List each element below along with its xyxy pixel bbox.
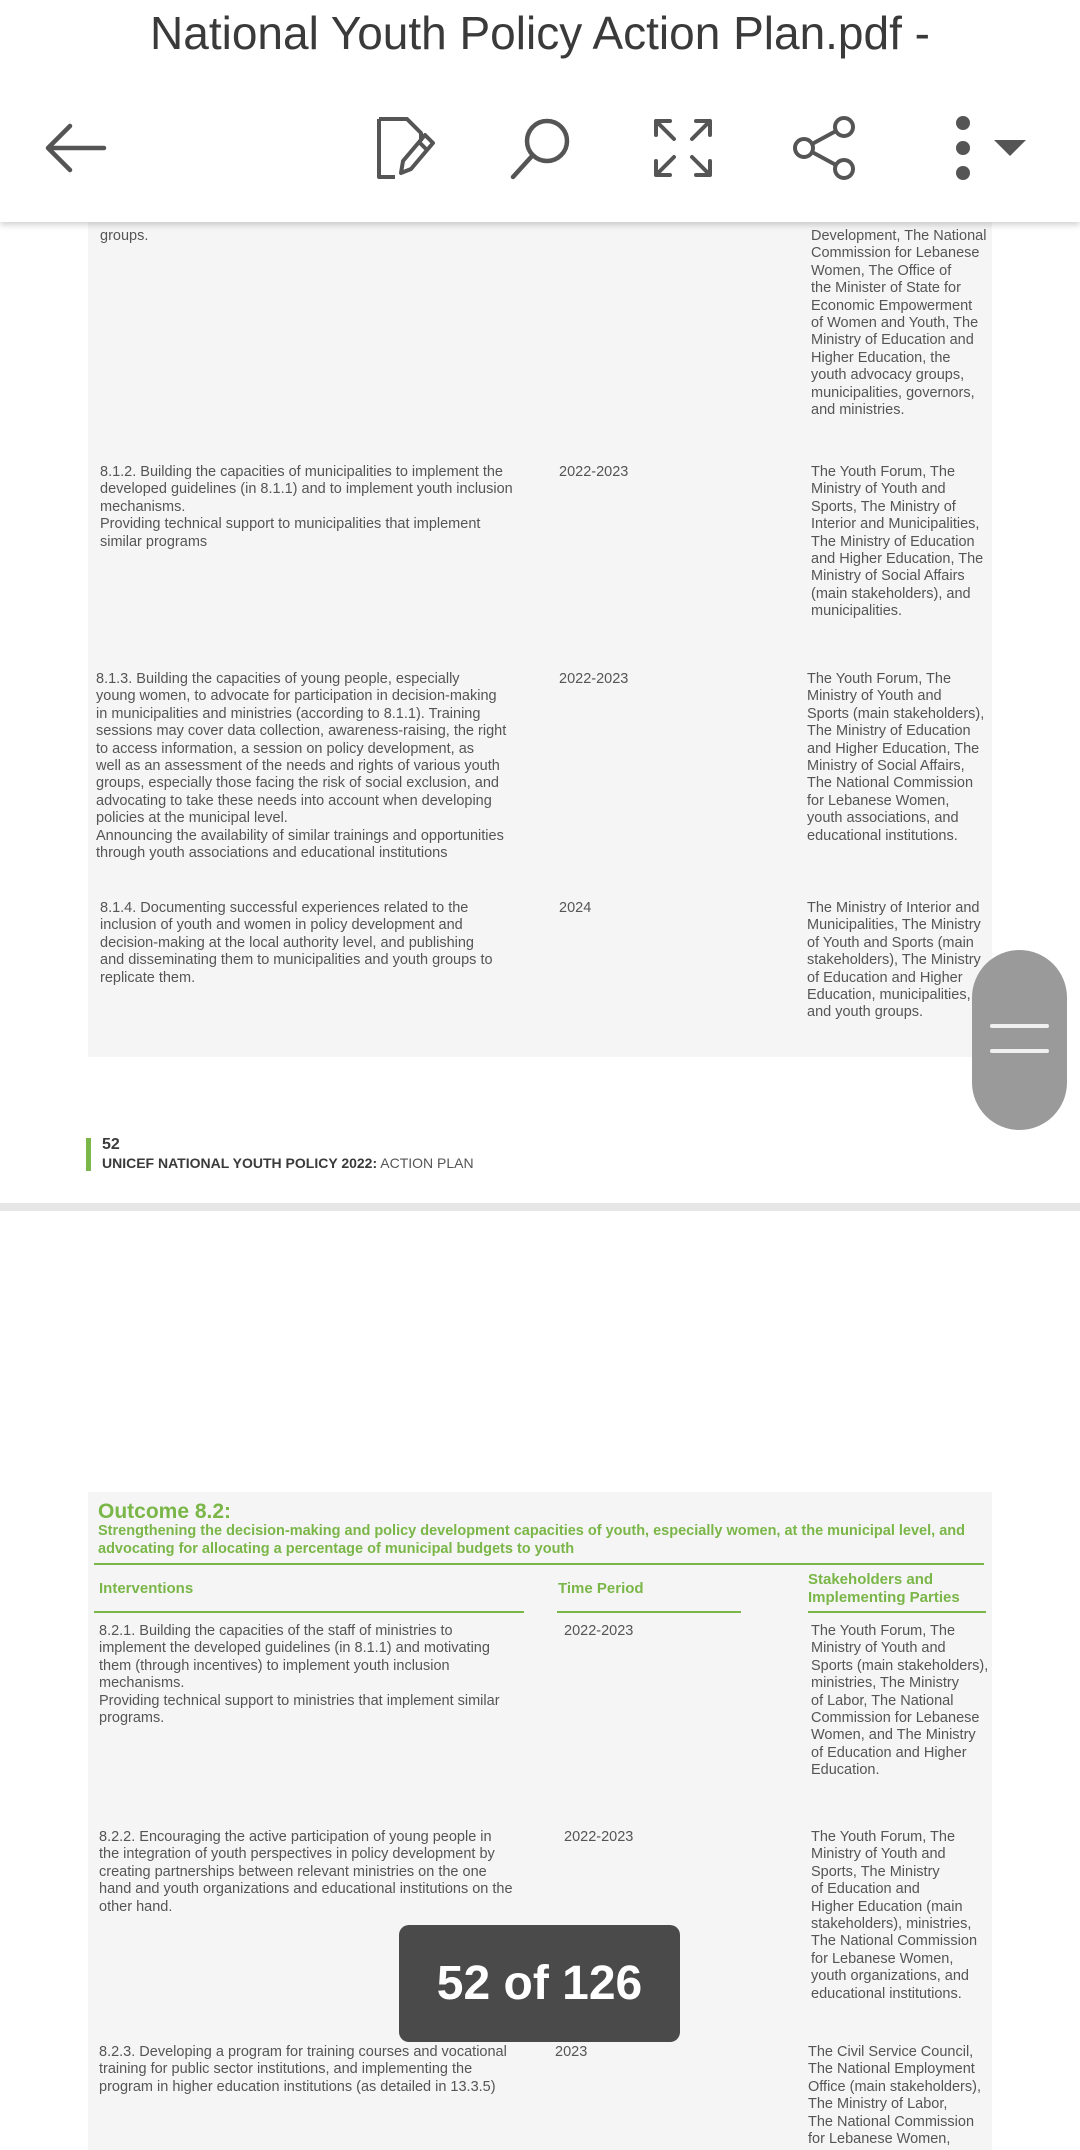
edit-button[interactable] <box>362 108 442 188</box>
intervention-cell: 8.1.4. Documenting successful experiences related to the inclusion of youth and women in policy development and decision-making at the local authority level, and publishing and disseminating them to municipalities and youth groups to replicate them. <box>100 900 493 986</box>
outcome-divider <box>94 1563 984 1565</box>
column-header-underline <box>557 1611 741 1613</box>
column-header-underline <box>94 1611 524 1613</box>
stakeholders-cell: Development, The National Commission for Lebanese Women, The Office of the Minister of State for Economic Empowerment of Women and Youth, The Ministry of Education and Higher Education, the youth advocacy groups, municipalities, governors, and ministries. <box>811 228 987 419</box>
outcome-title: Outcome 8.2: <box>98 1500 232 1523</box>
share-button[interactable] <box>785 108 865 188</box>
time-period-cell: 2024 <box>559 900 592 916</box>
scroll-grip-line <box>990 1024 1049 1028</box>
time-period-cell: 2022-2023 <box>559 671 629 687</box>
dropdown-arrow-icon <box>992 138 1028 158</box>
intervention-cell: groups. <box>100 228 149 244</box>
edit-icon <box>367 113 437 183</box>
intervention-cell: 8.2.1. Building the capacities of the staff of ministries to implement the developed guidelines (in 8.1.1) and motivating them (through incentives) to implement youth inclusion mechanisms. Providing technical support to ministries that implement similar programs. <box>99 1623 500 1727</box>
footer-page-number: 52 <box>102 1136 120 1153</box>
stakeholders-cell: The Youth Forum, The Ministry of Youth and Sports, The Ministry of Education and Higher Education (main stakeholders), ministries, The National Commission for Lebanese Women, youth organizations, and educational institutions. <box>811 1829 978 2002</box>
stakeholders-cell: The Youth Forum, The Ministry of Youth and Sports (main stakeholders), ministries, The Ministry of Labor, The National Commission for Lebanese Women, and The Ministry of Education and Higher Education. <box>811 1623 989 1779</box>
share-icon <box>790 113 860 183</box>
outcome-subtitle: Strengthening the decision-making and policy development capacities of youth, especially women, at the municipal level, and advocating for allocating a percentage of municipal budgets to youth <box>98 1523 965 1557</box>
column-header-time-period: Time Period <box>558 1580 644 1597</box>
intervention-cell: 8.1.2. Building the capacities of municipalities to implement the developed guidelines (in 8.1.1) and to implement youth inclusion mechanisms. Providing technical support to municipalities that implement similar programs <box>100 464 513 550</box>
time-period-cell: 2023 <box>555 2044 588 2060</box>
more-vertical-icon <box>948 113 978 183</box>
back-arrow-icon <box>40 112 112 184</box>
footer-title <box>102 1155 474 1171</box>
page-separator <box>0 1203 1080 1211</box>
top-app-bar <box>0 0 1080 222</box>
fullscreen-icon <box>650 115 716 181</box>
column-header-underline <box>808 1611 986 1613</box>
scroll-grip-line <box>990 1049 1049 1053</box>
document-title: National Youth Policy Action Plan.pdf - <box>150 7 930 59</box>
time-period-cell: 2022-2023 <box>564 1623 634 1639</box>
stakeholders-cell: The Youth Forum, The Ministry of Youth and Sports (main stakeholders), The Ministry of Education and Higher Education, The Ministry of Social Affairs, The National Commission for Lebanese Women, youth associations, and educational institutions. <box>807 671 985 844</box>
footer-accent-bar <box>86 1138 91 1171</box>
time-period-cell: 2022-2023 <box>564 1829 634 1845</box>
footer-title-rest: ACTION PLAN <box>377 1155 474 1171</box>
stakeholders-cell: The Ministry of Interior and Municipalities, The Ministry of Youth and Sports (main stakeholders), The Ministry of Education and Higher Education, municipalities, and youth groups. <box>807 900 981 1021</box>
intervention-cell: 8.2.3. Developing a program for training courses and vocational training for public sector institutions, and implementing the program in higher education institutions (as detailed in 13.3.5) <box>99 2044 507 2095</box>
page-52 <box>88 200 992 1057</box>
fullscreen-button[interactable] <box>643 108 723 188</box>
fast-scroll-handle[interactable] <box>972 950 1067 1130</box>
footer-title-bold: UNICEF NATIONAL YOUTH POLICY 2022: <box>102 1155 378 1171</box>
intervention-cell: 8.1.3. Building the capacities of young people, especially young women, to advocate for participation in decision-making in municipalities and ministries (according to 8.1.1). Training sessions may cover data collection, awareness-raising, the right to access information, a session on policy development, as well as an assessment of the needs and rights of various youth groups, especially those facing the risk of social exclusion, and advocating to take these needs into account when developing policies at the municipal level. Announcing the availability of similar trainings and opportunities through youth associations and educational institutions <box>96 671 507 862</box>
intervention-cell: 8.2.2. Encouraging the active participation of young people in the integration of youth perspectives in policy development by creating partnerships between relevant ministries on the one hand and youth organizations and educational institutions on the other hand. <box>99 1829 513 1915</box>
search-icon <box>505 113 575 183</box>
more-options-button[interactable] <box>928 108 1048 188</box>
back-button[interactable] <box>36 108 116 188</box>
stakeholders-cell: The Youth Forum, The Ministry of Youth and Sports, The Ministry of Interior and Municipalities, The Ministry of Education and Higher Education, The Ministry of Social Affairs (main stakeholders), and municipalities. <box>811 464 984 620</box>
stakeholders-cell: The Civil Service Council, The National Employment Office (main stakeholders), The Ministry of Labor, The National Commission for Lebanese Women, <box>808 2044 981 2148</box>
column-header-stakeholders: Stakeholders and Implementing Parties <box>808 1571 960 1606</box>
search-button[interactable] <box>500 108 580 188</box>
time-period-cell: 2022-2023 <box>559 464 629 480</box>
page-indicator: 52 of 126 <box>399 1925 680 2042</box>
column-header-interventions: Interventions <box>99 1580 194 1597</box>
